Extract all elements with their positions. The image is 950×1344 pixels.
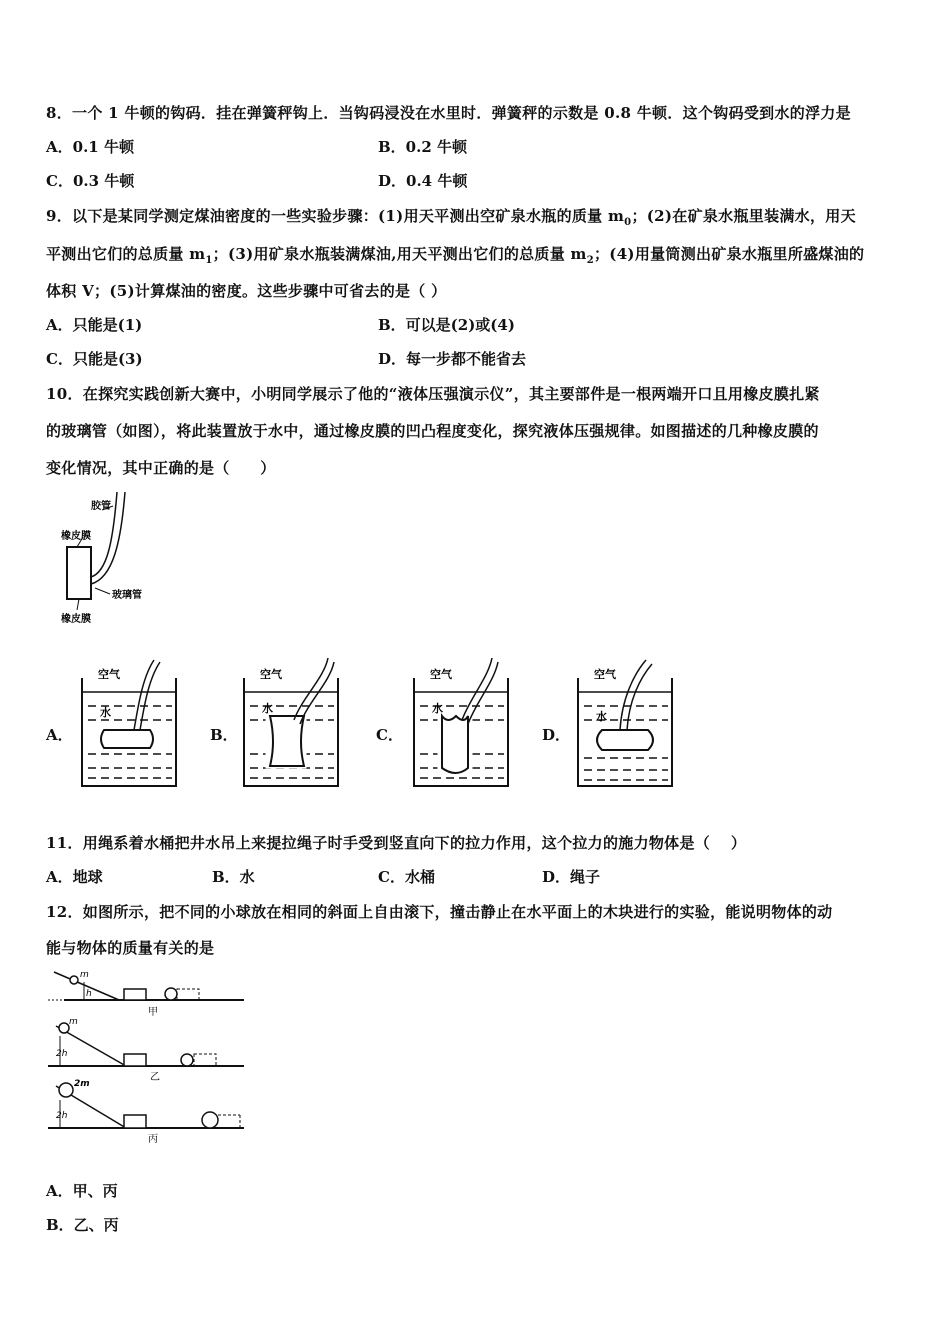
- q10-stem-line3: 变化情况，其中正确的是（ ）: [46, 459, 276, 477]
- air-label-b: 空气: [260, 668, 282, 681]
- q12-incline-figures: [44, 968, 249, 1148]
- fig-bing-label: 丙: [148, 1134, 158, 1145]
- q11-option-a[interactable]: A．地球: [46, 868, 103, 886]
- q9-option-d[interactable]: D．每一步都不能省去: [378, 350, 527, 368]
- fig-bing-mass: 2m: [74, 1079, 90, 1089]
- q9-option-b[interactable]: B．可以是(2)或(4): [378, 316, 515, 334]
- fig-jia-label: 甲: [148, 1007, 158, 1018]
- q12-stem-line2: 能与物体的质量有关的是: [46, 939, 215, 957]
- q10-option-b-figure[interactable]: [238, 658, 343, 790]
- air-label-d: 空气: [594, 668, 616, 681]
- water-label-a: 水: [100, 706, 111, 719]
- fig-yi-label: 乙: [150, 1072, 160, 1083]
- fig-jia-height: h: [86, 989, 92, 999]
- q10-stem-line1: 10．在探究实践创新大赛中，小明同学展示了他的“液体压强演示仪”，其主要部件是一根两端开口且用橡皮膜扎紧: [46, 385, 820, 403]
- q10-option-d-figure[interactable]: [572, 658, 677, 790]
- q10-stem-line2: 的玻璃管（如图），将此装置放于水中，通过橡皮膜的凹凸程度变化，探究液体压强规律。如图描述的几种橡皮膜的: [46, 422, 819, 440]
- q11-stem: 11．用绳系着水桶把井水吊上来提拉绳子时手受到竖直向下的拉力作用，这个拉力的施力物体是（ ）: [46, 834, 747, 852]
- air-label-a: 空气: [98, 668, 120, 681]
- label-membrane-top: 橡皮膜: [61, 531, 91, 542]
- q11-option-c[interactable]: C．水桶: [378, 868, 435, 886]
- q10-option-c-figure[interactable]: [408, 658, 513, 790]
- q10-option-a-letter[interactable]: A．: [46, 726, 73, 744]
- water-label-d: 水: [596, 710, 607, 723]
- fig-jia-mass: m: [80, 970, 89, 980]
- q12-stem-line1: 12．如图所示，把不同的小球放在相同的斜面上自由滚下，撞击静止在水平面上的木块进行的实验，能说明物体的动: [46, 903, 833, 921]
- fig-yi-mass: m: [69, 1017, 78, 1027]
- air-label-c: 空气: [430, 668, 452, 681]
- q9-option-c[interactable]: C．只能是(3): [46, 350, 143, 368]
- q8-option-b[interactable]: B．0.2 牛顿: [378, 138, 467, 156]
- q9-option-a[interactable]: A．只能是(1): [46, 316, 143, 334]
- fig-yi-height: 2h: [56, 1049, 68, 1059]
- q12-option-b[interactable]: B．乙、丙: [46, 1216, 119, 1234]
- q11-option-b[interactable]: B．水: [212, 868, 255, 886]
- q10-option-d-letter[interactable]: D．: [542, 726, 571, 744]
- q9-stem-line3: 体积 V；(5)计算煤油的密度。这些步骤中可省去的是（ ）: [46, 282, 447, 300]
- q10-option-a-figure[interactable]: [76, 658, 181, 790]
- q8-option-c[interactable]: C．0.3 牛顿: [46, 172, 135, 190]
- fig-bing-height: 2h: [56, 1111, 68, 1121]
- q11-option-d[interactable]: D．绳子: [542, 868, 601, 886]
- q12-option-a[interactable]: A．甲、丙: [46, 1182, 118, 1200]
- water-label-b: 水: [262, 702, 273, 715]
- water-label-c: 水: [432, 702, 443, 715]
- q10-option-c-letter[interactable]: C．: [376, 726, 403, 744]
- q8-stem: 8．一个 1 牛顿的钩码．挂在弹簧秤钩上．当钩码浸没在水里时．弹簧秤的示数是 0.8 牛顿．这个钩码受到水的浮力是: [46, 104, 851, 122]
- label-hose: 胶管: [91, 501, 111, 512]
- pressure-device-figure: [55, 492, 165, 632]
- q8-option-d[interactable]: D．0.4 牛顿: [378, 172, 468, 190]
- q9-stem-line1: 9．以下是某同学测定煤油密度的一些实验步骤：(1)用天平测出空矿泉水瓶的质量 $m_0$；(2)在矿泉水瓶里装满水，用天: [46, 207, 856, 228]
- q8-option-a[interactable]: A．0.1 牛顿: [46, 138, 134, 156]
- q9-stem-line2: 平测出它们的总质量 $m_1$；(3)用矿泉水瓶装满煤油,用天平测出它们的总质量 $m_2$；(4)用量筒测出矿泉水瓶里所盛煤油的: [46, 245, 865, 266]
- q10-option-b-letter[interactable]: B．: [210, 726, 238, 744]
- label-membrane-bottom: 橡皮膜: [61, 614, 91, 625]
- label-glass-tube: 玻璃管: [112, 590, 142, 601]
